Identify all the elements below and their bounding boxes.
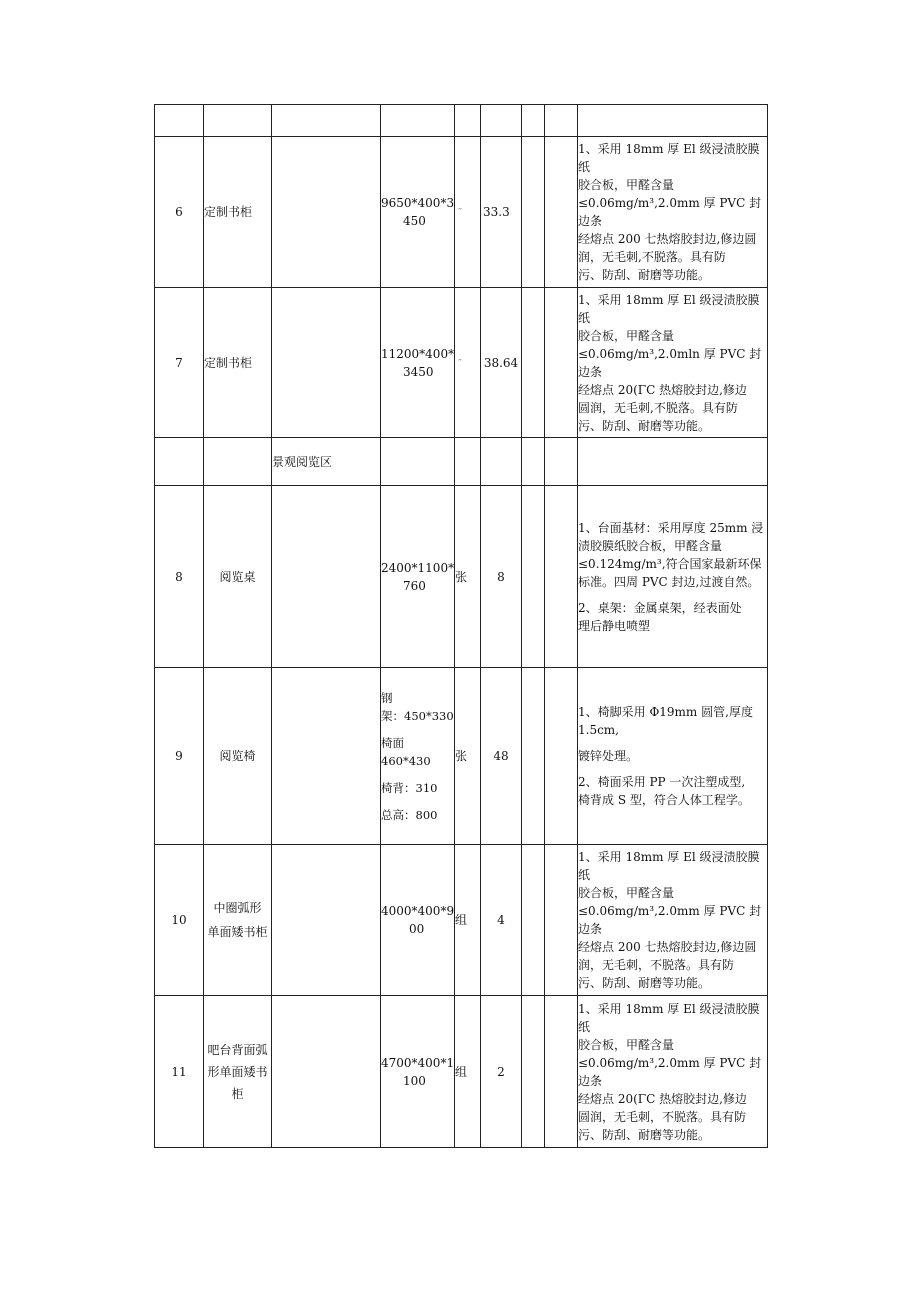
table-row	[155, 845, 768, 996]
section-row	[155, 438, 768, 486]
item-name: 定制书柜	[204, 288, 272, 438]
item-quantity: 4	[481, 845, 522, 996]
table-row	[155, 996, 768, 1148]
item-description: 1、采用 18mm 厚 El 级浸渍胶膜纸 胶合板，甲醛含量 ≤0.06mg/m³,2.0mm 厚 PVC 封边条 经熔点 20(ΓC 热熔胶封边,修边 圆润，无毛刺，不脱落。具有防 污、防刮、耐磨等功能。	[578, 996, 768, 1148]
item-quantity: 2	[481, 996, 522, 1148]
item-quantity: 8	[481, 486, 522, 668]
item-spec: 11200*400* 3450	[381, 288, 455, 438]
item-description: 1、采用 18mm 厚 El 级浸渍胶膜纸 胶合板，甲醛含量 ≤0.06mg/m³,2.0mm 厚 PVC 封边条 经熔点 200 七热熔胶封边,修边圆 润，无毛刺，不脱落。具有防 污、防刮、耐磨等功能。	[578, 845, 768, 996]
furniture-spec-table	[154, 104, 768, 1148]
item-unit: 组	[455, 996, 481, 1148]
table-row-header-blank	[155, 105, 768, 137]
section-title: 景观阅览区	[272, 438, 381, 486]
item-quantity: 48	[481, 668, 522, 845]
item-description: 1、椅脚采用 Φ19mm 圆管,厚度 1.5cm, 镀锌处理。 2、椅面采用 PP 一次注塑成型, 椅背成 S 型，符合人体工程学。	[578, 668, 768, 845]
item-name: 吧台背面弧 形单面矮书 柜	[204, 996, 272, 1148]
item-unit: ′′	[455, 288, 481, 438]
item-unit: 张	[455, 668, 481, 845]
item-quantity: 33.3	[481, 137, 522, 288]
row-number: 7	[155, 288, 204, 438]
item-spec: 2400*1100* 760	[381, 486, 455, 668]
item-description: 1、台面基材：采用厚度 25mm 浸 渍胶膜纸胶合板，甲醛含量 ≤0.124mg/m³,符合国家最新环保 标准。四周 PVC 封边,过渡自然。 2、桌架：金属桌架，经表面处 理后静电喷塑	[578, 486, 768, 668]
item-spec: 4000*400*9 00	[381, 845, 455, 996]
item-unit: ′′	[455, 137, 481, 288]
item-name: 阅览椅	[204, 668, 272, 845]
item-unit: 张	[455, 486, 481, 668]
row-number: 8	[155, 486, 204, 668]
item-description: 1、采用 18mm 厚 El 级浸渍胶膜纸 胶合板，甲醛含量 ≤0.06mg/m³,2.0mln 厚 PVC 封边条 经熔点 20(ΓC 热熔胶封边,修边 圆润，无毛刺,不脱落。具有防 污、防刮、耐磨等功能。	[578, 288, 768, 438]
row-number: 10	[155, 845, 204, 996]
item-quantity: 38.64	[481, 288, 522, 438]
table-row	[155, 137, 768, 288]
item-unit: 组	[455, 845, 481, 996]
item-name: 阅览桌	[204, 486, 272, 668]
item-spec: 4700*400*1 100	[381, 996, 455, 1148]
item-name: 定制书柜	[204, 137, 272, 288]
item-description: 1、采用 18mm 厚 El 级浸渍胶膜纸 胶合板，甲醛含量 ≤0.06mg/m³,2.0mm 厚 PVC 封边条 经熔点 200 七热熔胶封边,修边圆 润，无毛刺,不脱落。具有防 污、防刮、耐磨等功能。	[578, 137, 768, 288]
table-row	[155, 668, 768, 845]
table-row	[155, 486, 768, 668]
item-name: 中圈弧形 单面矮书柜	[204, 845, 272, 996]
row-number: 9	[155, 668, 204, 845]
table-row	[155, 288, 768, 438]
item-spec: 9650*400*3 450	[381, 137, 455, 288]
row-number: 6	[155, 137, 204, 288]
item-spec: 钢 架：450*330 椅面 460*430 椅背：310 总高：800	[381, 668, 455, 845]
row-number: 11	[155, 996, 204, 1148]
